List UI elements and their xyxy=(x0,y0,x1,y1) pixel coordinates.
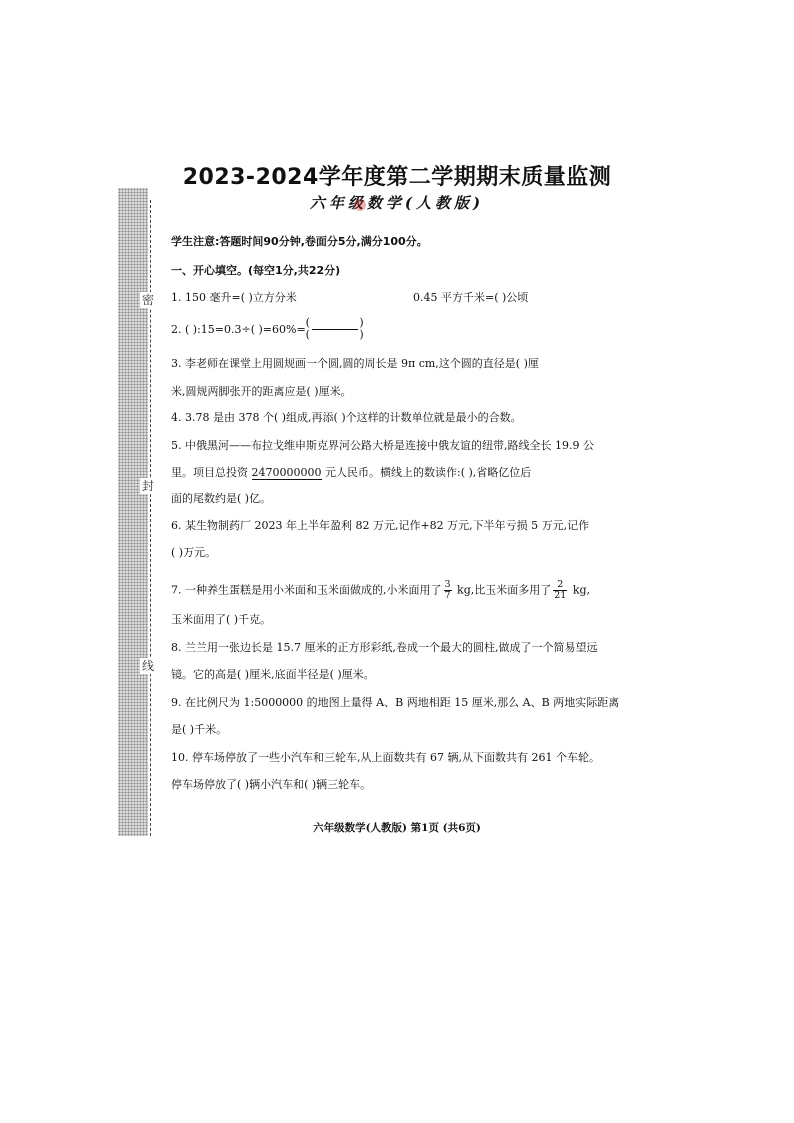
question-7-text-c: kg, xyxy=(569,583,591,597)
question-2-text: 2. ( ):15=0.3÷( )=60%= xyxy=(171,323,306,336)
question-10-line1: 10. 停车场停放了一些小汽车和三轮车,从上面数共有 67 辆,从下面数共有 261 个车轮。 xyxy=(171,751,600,764)
question-6-line1: 6. 某生物制药厂 2023 年上半年盈利 82 万元,记作+82 万元,下半年亏损 5 万元,记作 xyxy=(171,519,590,532)
question-7-line2: 玉米面用了( )千克。 xyxy=(171,613,272,626)
question-7-line1 xyxy=(171,580,590,601)
exam-subtitle: 六年级数学(人教版) xyxy=(309,194,485,212)
seal-char-xian: 线 xyxy=(141,659,154,673)
question-4: 4. 3.78 是由 378 个( )组成,再添( )个这样的计数单位就是最小的合数。 xyxy=(171,411,522,424)
question-5-line1: 5. 中俄黑河——布拉戈维申斯克界河公路大桥是连接中俄友谊的纽带,路线全长 19.9 公 xyxy=(171,439,594,452)
binding-strip xyxy=(118,188,148,836)
seal-char-feng: 封 xyxy=(141,479,154,493)
question-7-text-a: 7. 一种养生蛋糕是用小米面和玉米面做成的,小米面用了 xyxy=(171,583,442,597)
question-10-line2: 停车场停放了( )辆小汽车和( )辆三轮车。 xyxy=(171,778,372,791)
question-3-line2: 米,圆规两脚张开的距离应是( )厘米。 xyxy=(171,385,352,398)
question-8-line1: 8. 兰兰用一张边长是 15.7 厘米的正方形彩纸,卷成一个最大的圆柱,做成了一个简易望远 xyxy=(171,641,598,654)
blank-fraction: ( ) ( ) xyxy=(305,316,364,341)
section-title: 一、开心填空。(每空1分,共22分) xyxy=(171,264,341,277)
question-3-line1: 3. 李老师在课堂上用圆规画一个圆,圆的周长是 9π cm,这个圆的直径是( )厘 xyxy=(171,357,539,370)
question-5-line3: 面的尾数约是( )亿。 xyxy=(171,492,272,505)
underlined-number: 2470000000 xyxy=(251,466,322,479)
question-5-line2 xyxy=(171,466,531,480)
fraction-3-7: $\frac{3}{7}$ xyxy=(444,579,451,601)
question-2 xyxy=(171,318,364,342)
question-9-line2: 是( )千米。 xyxy=(171,723,228,736)
student-notice: 学生注意:答题时间90分钟,卷面分5分,满分100分。 xyxy=(171,235,428,248)
page-footer: 六年级数学(人教版) 第1页 (共6页) xyxy=(313,822,481,834)
seal-char-mi: 密 xyxy=(141,293,154,307)
fraction-2-21: $\frac{2}{21}$ xyxy=(554,579,567,601)
question-7-text-b: kg,比玉米面多用了 xyxy=(453,583,552,597)
question-5-text-b: 元人民币。横线上的数读作:( ),省略亿位后 xyxy=(321,466,532,479)
question-6-line2: ( )万元。 xyxy=(171,546,217,559)
red-mark xyxy=(354,199,366,211)
question-1a: 1. 150 毫升=( )立方分米 xyxy=(171,291,297,304)
exam-title: 2023-2024学年度第二学期期末质量监测 xyxy=(182,165,612,190)
question-9-line1: 9. 在比例尺为 1:5000000 的地图上量得 A、B 两地相距 15 厘米,那么 A、B 两地实际距离 xyxy=(171,696,620,709)
question-8-line2: 镜。它的高是( )厘米,底面半径是( )厘米。 xyxy=(171,668,375,681)
question-5-text-a: 里。项目总投资 xyxy=(171,466,252,479)
question-1b: 0.45 平方千米=( )公顷 xyxy=(413,291,529,304)
